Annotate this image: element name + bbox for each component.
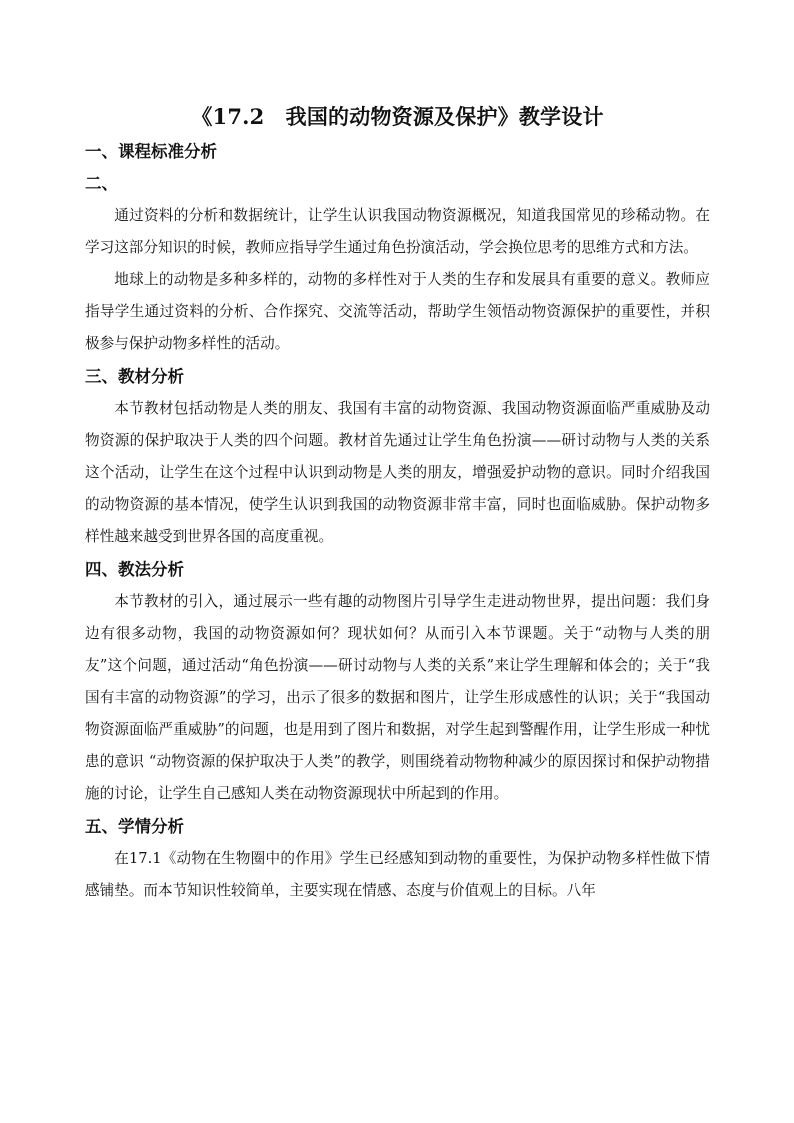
- document-title: 《17.2 我国的动物资源及保护》教学设计: [191, 104, 604, 129]
- section-heading-curriculum-standard-analysis: 一、课程标准分析: [85, 142, 217, 161]
- section-heading-student-analysis: 五、学情分析: [85, 817, 184, 836]
- section-heading-two: 二、: [85, 174, 118, 193]
- paragraph-learning-goals: 通过资料的分析和数据统计，让学生认识我国动物资源概况，知道我国常见的珍稀动物。在学习这部分知识的时候，教师应指导学生通过角色扮演活动，学会换位思考的思维方式和方法。: [85, 207, 710, 256]
- paragraph-animal-diversity: 地球上的动物是多种多样的，动物的多样性对于人类的生存和发展具有重要的意义。教师应指导学生通过资料的分析、合作探究、交流等活动，帮助学生领悟动物资源保护的重要性，并积极参与保护动物多样性的活动。: [85, 271, 710, 352]
- paragraph-textbook-analysis: 本节教材包括动物是人类的朋友、我国有丰富的动物资源、我国动物资源面临严重威胁及动物资源的保护取决于人类的四个问题。教材首先通过让学生角色扮演——研讨动物与人类的关系这个活动，让学生在这个过程中认识到动物是人类的朋友，增强爱护动物的意识。同时介绍我国的动物资源的基本情况，使学生认识到我国的动物资源非常丰富，同时也面临威胁。保护动物多样性越来越受到世界各国的高度重视。: [85, 400, 710, 545]
- paragraph-student-analysis: 在17.1《动物在生物圈中的作用》学生已经感知到动物的重要性，为保护动物多样性做下情感铺垫。而本节知识性较简单，主要实现在情感、态度与价值观上的目标。八年: [85, 850, 710, 899]
- paragraph-teaching-method-analysis: 本节教材的引入，通过展示一些有趣的动物图片引导学生走进动物世界，提出问题：我们身边有很多动物，我国的动物资源如何？现状如何？从而引入本节课题。关于“动物与人类的朋友”这个问题，通过活动“角色扮演——研讨动物与人类的关系”来让学生理解和体会的；关于“我国有丰富的动物资源”的学习，出示了很多的数据和图片，让学生形成感性的认识；关于“我国动物资源面临严重威胁”的问题，也是用到了图片和数据，对学生起到警醒作用，让学生形成一种忧患的意识 “动物资源的保护取决于人类”的教学，则围绕着动物物种减少的原因探讨和保护动物措施的讨论，让学生自己感知人类在动物资源现状中所起到的作用。: [85, 593, 710, 802]
- section-heading-teaching-method-analysis: 四、教法分析: [85, 560, 184, 579]
- section-heading-textbook-analysis: 三、教材分析: [85, 367, 184, 386]
- document-content: [85, 102, 710, 907]
